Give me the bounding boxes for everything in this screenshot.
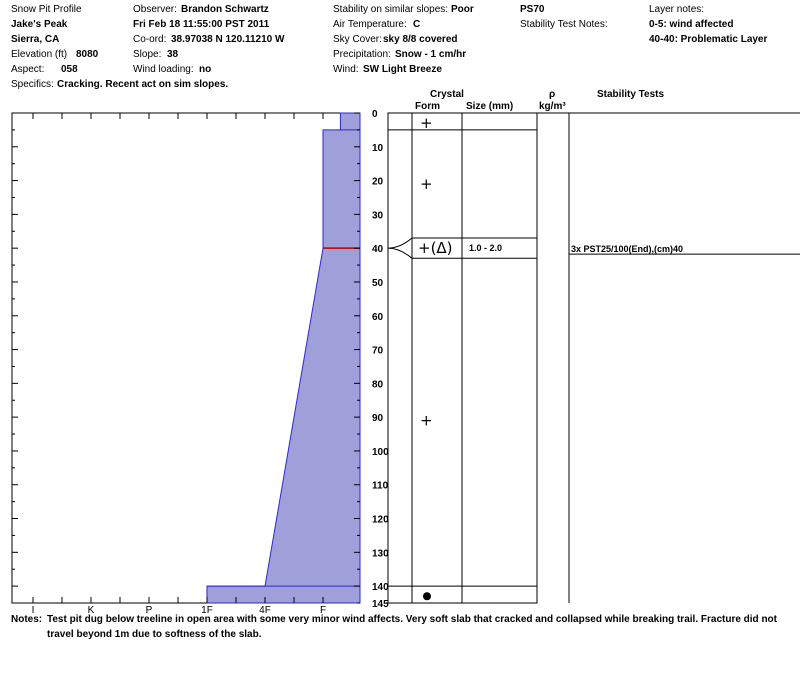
depth-label-0: 0 — [372, 109, 378, 120]
rho-header: ρ — [549, 89, 556, 100]
aspect-label: Aspect: — [11, 64, 45, 75]
stability-test-result: 3x PST25/100(End),(cm)40 — [571, 244, 684, 255]
hardness-label-I: I — [31, 605, 35, 616]
crystal-form-plus: + — [420, 114, 433, 133]
crystal-form-plus-facet: +(Δ) — [418, 239, 453, 258]
wind-label: Wind: — [333, 64, 359, 75]
stability-value: Poor — [451, 4, 474, 15]
stability-label: Stability on similar slopes: — [333, 4, 449, 15]
wind-loading-label: Wind loading: — [133, 64, 194, 75]
crystal-form-rounded — [423, 592, 431, 600]
depth-label-145: 145 — [372, 599, 389, 610]
depth-label-40: 40 — [372, 244, 384, 256]
observer-value: Brandon Schwartz — [181, 4, 269, 15]
location: Jake's Peak — [11, 19, 68, 30]
depth-label-120: 120 — [372, 514, 389, 526]
form-header: Form — [415, 101, 440, 112]
layer-note-2: 40-40: Problematic Layer — [649, 34, 768, 45]
wind-value: SW Light Breeze — [363, 64, 442, 75]
elevation-value: 8080 — [76, 49, 99, 60]
size-header: Size (mm) — [466, 101, 514, 112]
depth-label-100: 100 — [372, 446, 389, 458]
depth-label-90: 90 — [372, 413, 384, 425]
air-temp-label: Air Temperature: — [333, 19, 407, 30]
notes-line-1: Test pit dug below treeline in open area with some very minor wind affects. Very soft slab that cracked and collapsed while breaking trail. Fracture did not — [47, 614, 777, 625]
layer-connector-43 — [388, 248, 412, 258]
crystal-header: Crystal — [430, 89, 464, 100]
depth-label-80: 80 — [372, 379, 384, 391]
region: Sierra, CA — [11, 34, 60, 45]
profile-title: Snow Pit Profile — [11, 4, 82, 15]
depth-label-30: 30 — [372, 210, 384, 222]
slope-label: Slope: — [133, 49, 162, 60]
depth-label-60: 60 — [372, 311, 384, 323]
connector-column — [388, 113, 412, 603]
crystal-size: 1.0 - 2.0 — [469, 243, 503, 254]
aspect-value: 058 — [61, 64, 78, 75]
hardness-label-F: F — [319, 605, 327, 616]
depth-label-50: 50 — [372, 277, 384, 289]
depth-label-20: 20 — [372, 176, 384, 188]
precip-value: Snow - 1 cm/hr — [395, 49, 467, 60]
layer-notes-label: Layer notes: — [649, 4, 705, 15]
crystal-form-plus: + — [420, 174, 433, 193]
notes-label: Notes: — [11, 614, 43, 625]
rho-unit-header: kg/m³ — [539, 101, 566, 112]
stability-tests-header: Stability Tests — [597, 89, 665, 100]
datetime: Fri Feb 18 11:55:00 PST 2011 — [133, 19, 270, 30]
coord-label: Co-ord: — [133, 34, 167, 45]
coord-value: 38.97038 N 120.11210 W — [171, 34, 285, 45]
depth-label-130: 130 — [372, 548, 389, 560]
depth-label-140: 140 — [372, 582, 389, 594]
observer-label: Observer: — [133, 4, 177, 15]
layer-connector-37 — [388, 238, 412, 248]
elevation-label: Elevation (ft) — [11, 49, 68, 60]
depth-label-110: 110 — [372, 480, 389, 492]
air-temp-value: C — [413, 19, 421, 30]
notes-line-2: travel beyond 1m due to softness of the slab. — [47, 629, 262, 640]
ps-code: PS70 — [520, 4, 545, 15]
specifics-label: Specifics: — [11, 79, 54, 90]
precip-label: Precipitation: — [333, 49, 391, 60]
sky-label: Sky Cover: — [333, 34, 382, 45]
hardness-label-1F: 1F — [201, 605, 213, 616]
sky-value: sky 8/8 covered — [383, 34, 458, 45]
specifics-value: Cracking. Recent act on sim slopes. — [57, 79, 229, 90]
hardness-profile-area — [207, 113, 360, 603]
hardness-label-4F: 4F — [259, 605, 271, 616]
slope-value: 38 — [167, 49, 179, 60]
stability-notes-label: Stability Test Notes: — [520, 19, 608, 30]
depth-label-10: 10 — [372, 142, 384, 154]
crystal-form-plus: + — [420, 411, 433, 430]
hardness-label-K: K — [87, 605, 95, 616]
layer-note-1: 0-5: wind affected — [649, 19, 734, 30]
hardness-label-P: P — [145, 605, 153, 616]
depth-label-70: 70 — [372, 345, 384, 357]
wind-loading-value: no — [199, 64, 212, 75]
